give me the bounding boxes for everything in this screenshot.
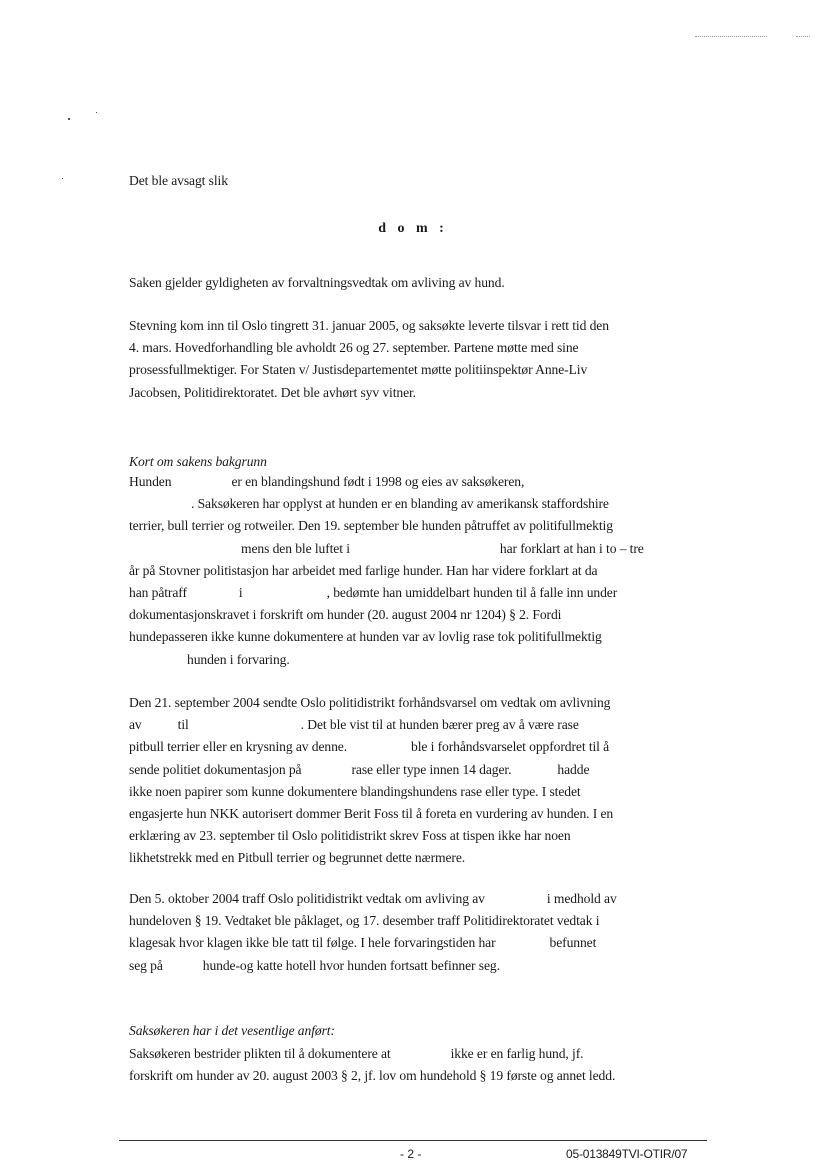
scan-speck (96, 112, 97, 113)
text-line: sende politiet dokumentasjon på rase eller type innen 14 dager. hadde (129, 761, 590, 777)
text-line: Den 21. september 2004 sendte Oslo politidistrikt forhåndsvarsel om vedtak om avlivning (129, 695, 611, 710)
paragraph-advance-notice (129, 692, 719, 870)
text-line: Stevning kom inn til Oslo tingrett 31. januar 2005, og saksøkte leverte tilsvar i rett tid den (129, 318, 609, 333)
scan-speck (62, 178, 63, 179)
section-heading-background: Kort om sakens bakgrunn (129, 454, 267, 469)
text-line: pitbull terrier eller en krysning av denne. ble i forhåndsvarselet oppfordret til å (129, 739, 610, 755)
text-line: likhetstrekk med en Pitbull terrier og begrunnet dette nærmere. (129, 850, 466, 866)
paragraph-claims (129, 1043, 719, 1087)
text-line: erklæring av 23. september til Oslo politidistrikt skrev Foss at tispen ikke har noen (129, 828, 571, 844)
text-line: Saken gjelder gyldigheten av forvaltningsvedtak om avliving av hund. (129, 275, 505, 290)
text-line: mens den ble luftet i har forklart at han i to – tre (241, 540, 644, 556)
text-line: ikke noen papirer som kunne dokumentere blandingshundens rase eller type. I stedet (129, 783, 581, 799)
text-line: hunden i forvaring. (187, 651, 290, 667)
text-line: terrier, bull terrier og rotweiler. Den 19. september ble hunden påtruffet av politifullmektig (129, 518, 613, 534)
document-reference: 05-013849TVI-OTIR/07 (566, 1147, 688, 1161)
paragraph-decision (129, 888, 719, 977)
text-line: hundeloven § 19. Vedtaket ble påklaget, og 17. desember traff Politidirektoratet vedtak i (129, 913, 600, 929)
page-number: - 2 - (400, 1147, 422, 1161)
text-line: han påtraff i , bedømte han umiddelbart hunden til å falle inn under (129, 585, 618, 601)
paragraph-background (129, 471, 719, 671)
text-line: engasjerte hun NKK autorisert dommer Berit Foss til å foreta en vurdering av hunden. I en (129, 806, 614, 822)
scan-artifact (695, 36, 767, 37)
paragraph-case-subject (129, 272, 719, 294)
text-line: dokumentasjonskravet i forskrift om hunder (20. august 2004 nr 1204) § 2. Fordi (129, 607, 562, 623)
text-line: . Saksøkeren har opplyst at hunden er en blanding av amerikansk staffordshire (191, 496, 609, 512)
text-line: år på Stovner politistasjon har arbeidet med farlige hunder. Han har videre forklart at da (129, 562, 598, 578)
intro-text: Det ble avsagt slik (129, 173, 228, 188)
text-line: prosessfullmektiger. For Staten v/ Justisdepartementet møtte politiinspektør Anne-Liv (129, 362, 588, 378)
text-line: av til . Det ble vist til at hunden bærer preg av å være rase (129, 717, 579, 733)
text-line: Hunden er en blandingshund født i 1998 og eies av saksøkeren, (129, 474, 525, 489)
text-line: 4. mars. Hovedforhandling ble avholdt 26 og 27. september. Partene møtte med sine (129, 340, 579, 356)
text-line: klagesak hvor klagen ikke ble tatt til følge. I hele forvaringstiden har befunnet (129, 935, 597, 951)
text-line: forskrift om hunder av 20. august 2003 § 2, jf. lov om hundehold § 19 første og annet ledd. (129, 1068, 616, 1084)
text-line: seg på hunde-og katte hotell hvor hunden fortsatt befinner seg. (129, 957, 500, 973)
text-line: Saksøkeren bestrider plikten til å dokumentere at ikke er en farlig hund, jf. (129, 1046, 584, 1061)
section-heading-claims: Saksøkeren har i det vesentlige anført: (129, 1023, 335, 1038)
text-line: Den 5. oktober 2004 traff Oslo politidistrikt vedtak om avliving av i medhold av (129, 891, 617, 906)
scan-speck (68, 118, 70, 120)
text-line: Jacobsen, Politidirektoratet. Det ble avhørt syv vitner. (129, 384, 416, 400)
paragraph-procedure (129, 315, 719, 404)
text-line: hundepasseren ikke kunne dokumentere at hunden var av lovlig rase tok politifullmektig (129, 629, 602, 645)
scan-artifact (796, 36, 810, 37)
verdict-heading: d o m : (378, 221, 448, 236)
footer-divider (119, 1140, 707, 1141)
